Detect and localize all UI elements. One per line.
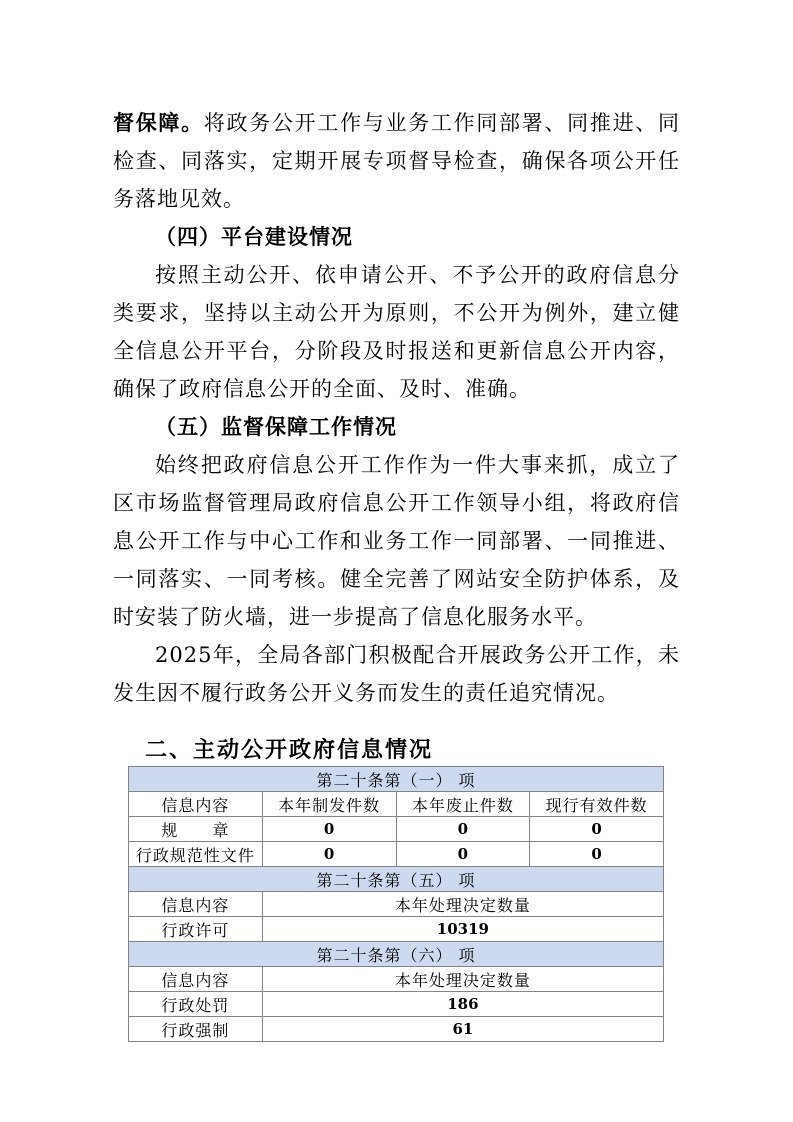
row-label-administrative-licensing: 行政许可	[129, 917, 263, 942]
table-row	[129, 817, 664, 842]
section-band-title: 第二十条第（一） 项	[129, 767, 664, 792]
column-header-issued: 本年制发件数	[262, 792, 396, 817]
heading-section-five: （五）监督保障工作情况	[155, 414, 397, 439]
column-header-repealed: 本年废止件数	[396, 792, 530, 817]
bold-lead-text: 督保障。	[113, 110, 204, 135]
table-section-band	[129, 867, 664, 892]
cell-value: 10319	[262, 917, 663, 942]
cell-value: 0	[530, 817, 664, 842]
cell-value: 61	[262, 1017, 663, 1042]
cell-value: 0	[396, 817, 530, 842]
row-label-regulations: 规 章	[129, 817, 263, 842]
table-row	[129, 917, 664, 942]
paragraph-platform: 按照主动公开、依申请公开、不予公开的政府信息分类要求，坚持以主动公开为原则，不公开为例外，建立健全信息公开平台，分阶段及时报送和更新信息公开内容，确保了政府信息公开的全面、及时、准确。	[113, 263, 680, 401]
row-label-administrative-coercion: 行政强制	[129, 1017, 263, 1042]
report-body	[113, 104, 680, 712]
table-row	[129, 842, 664, 867]
section-two-title: 二、主动公开政府信息情况	[145, 738, 434, 763]
row-label-normative-documents: 行政规范性文件	[129, 842, 263, 867]
cell-value: 0	[262, 817, 396, 842]
column-header-decisions: 本年处理决定数量	[262, 967, 663, 992]
table-header-row	[129, 792, 664, 817]
row-label-administrative-penalty: 行政处罚	[129, 992, 263, 1017]
column-header-info-content: 信息内容	[129, 892, 263, 917]
column-header-decisions: 本年处理决定数量	[262, 892, 663, 917]
table-row	[129, 992, 664, 1017]
table-header-row	[129, 967, 664, 992]
disclosure-table	[128, 766, 664, 1042]
section-band-title: 第二十条第（六） 项	[129, 942, 664, 967]
column-header-info-content: 信息内容	[129, 792, 263, 817]
paragraph-continuation	[113, 104, 680, 218]
table-section-band	[129, 767, 664, 792]
paragraph-supervision: 始终把政府信息公开工作作为一件大事来抓，成立了区市场监督管理局政府信息公开工作领导小组，将政府信息公开工作与中心工作和业务工作一同部署、一同推进、一同落实、一同考核。健全完善了网站安全防护体系，及时安装了防火墙，进一步提高了信息化服务水平。	[113, 453, 680, 629]
paragraph-2025: 2025年，全局各部门积极配合开展政务公开工作，未发生因不履行政务公开义务而发生的责任追究情况。	[113, 643, 680, 705]
table-header-row	[129, 892, 664, 917]
cell-value: 0	[396, 842, 530, 867]
cell-value: 0	[262, 842, 396, 867]
paragraph-text: 将政务公开工作与业务工作同部署、同推进、同检查、同落实，定期开展专项督导检查，确保各项公开任务落地见效。	[113, 111, 681, 211]
heading-section-four: （四）平台建设情况	[155, 224, 353, 249]
column-header-info-content: 信息内容	[129, 967, 263, 992]
table-section-band	[129, 942, 664, 967]
table-row	[129, 1017, 664, 1042]
column-header-effective: 现行有效件数	[530, 792, 664, 817]
section-band-title: 第二十条第（五） 项	[129, 867, 664, 892]
cell-value: 0	[530, 842, 664, 867]
cell-value: 186	[262, 992, 663, 1017]
